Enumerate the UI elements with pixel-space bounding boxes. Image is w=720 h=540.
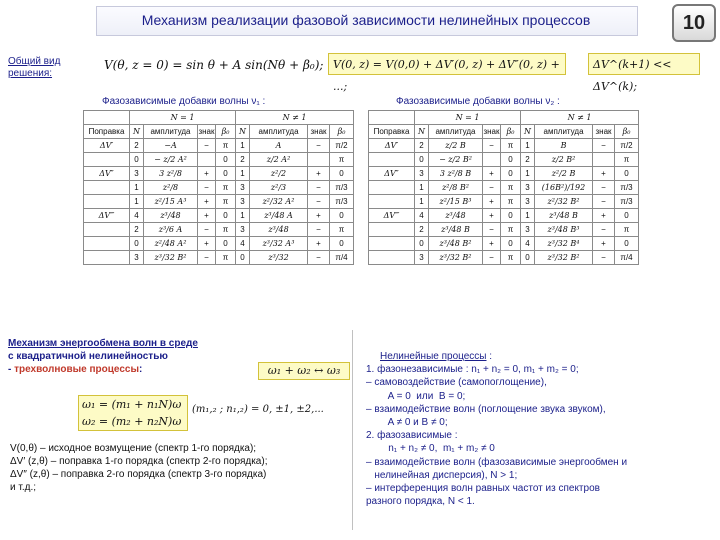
table-left-cell: 2 <box>130 223 144 237</box>
table-right-cell: 4 <box>521 237 535 251</box>
table-right-row <box>369 209 639 223</box>
nonlinear-line: нелинейная дисперсия), N > 1; <box>366 469 518 481</box>
general-solution-label: Общий вид решения: <box>8 56 61 79</box>
table-right-cell: (16B²)/192 <box>535 181 593 195</box>
table-left-cell: + <box>308 237 330 251</box>
table-left-cell <box>198 153 216 167</box>
table-right-heading: Фазозависимые добавки волны ν₂ : <box>396 96 560 107</box>
table-right-header-cell: амплитуда <box>429 125 483 139</box>
table-right-cell <box>369 195 415 209</box>
table-left-cell: z²/32 A² <box>250 195 308 209</box>
table-right-row <box>369 195 639 209</box>
table-right-cell: 1 <box>415 181 429 195</box>
table-right-corner <box>369 111 415 125</box>
table-left-cell: 1 <box>236 209 250 223</box>
table-left-row <box>84 195 354 209</box>
table-right-cell: z³/48 B <box>429 223 483 237</box>
nonlinear-line: – взаимодействие волн (фазозависимые энергообмен и <box>366 456 628 468</box>
table-left-cell: z²/8 <box>144 181 198 195</box>
table-left-header-cell: знак <box>198 125 216 139</box>
table-left-cell: z²/15 A³ <box>144 195 198 209</box>
table-left-cell <box>84 251 130 265</box>
table-right-cell: 2 <box>415 139 429 153</box>
table-right-cell: z²/2 B <box>535 167 593 181</box>
table-right-row <box>369 167 639 181</box>
table-right-cell: 3 z²/8 B <box>429 167 483 181</box>
table-left-cell: 1 <box>236 139 250 153</box>
table-right-cell: − <box>593 223 615 237</box>
omega2-formula: ω₂ = (m₂ + n₂N)ω <box>82 415 182 428</box>
omega1-formula: ω₁ = (m₁ + n₁N)ω <box>82 398 182 411</box>
table-right-cell: 0 <box>501 153 521 167</box>
table-right-header-cell: β₀ <box>501 125 521 139</box>
table-right-cell: 3 <box>415 251 429 265</box>
table-right-row <box>369 181 639 195</box>
table-right-cell: π <box>501 223 521 237</box>
table-right-cell: π <box>501 195 521 209</box>
table-left-cell: π <box>216 251 236 265</box>
table-left-group2: N ≠ 1 <box>236 111 354 125</box>
table-right-cell: − <box>593 181 615 195</box>
table-right-cell: 0 <box>521 251 535 265</box>
table-left-cell: z³/32 B² <box>144 251 198 265</box>
table-left-cell: 0 <box>216 167 236 181</box>
legend <box>10 442 340 494</box>
table-left-cell: A <box>250 139 308 153</box>
table-left-cell <box>308 153 330 167</box>
table-right-header-cell: амплитуда <box>535 125 593 139</box>
table-right-cell: π/3 <box>615 195 639 209</box>
table-right-cell: 3 <box>521 181 535 195</box>
energy-line3-prefix: - <box>8 364 15 375</box>
table-right-row <box>369 251 639 265</box>
table-left-header-cell: N <box>130 125 144 139</box>
table-right-cell: z³/48 B³ <box>535 223 593 237</box>
table-left-cell: π/3 <box>330 195 354 209</box>
mn-values: (m₁,₂ ; n₁,₂) = 0, ±1, ±2,... <box>192 404 324 415</box>
energy-line3-suffix: : <box>139 364 143 375</box>
table-right-cell: − <box>593 195 615 209</box>
table-left-cell: π/3 <box>330 181 354 195</box>
table-left-cell: − <box>308 139 330 153</box>
omega-box <box>78 395 188 431</box>
table-right-cell: ΔV″ <box>369 167 415 181</box>
table-left-cell: 3 <box>236 181 250 195</box>
table-right-cell: 0 <box>415 237 429 251</box>
table-right-header-row <box>369 125 639 139</box>
table-left-cell: π/4 <box>330 251 354 265</box>
table-right-cell: 0 <box>615 237 639 251</box>
table-left-cell: − <box>198 251 216 265</box>
table-right-row <box>369 237 639 251</box>
table-left-row <box>84 167 354 181</box>
table-right-cell <box>369 153 415 167</box>
table-left-cell: 2 <box>130 139 144 153</box>
table-left-cell: 3 <box>236 195 250 209</box>
table-left-cell: 0 <box>130 237 144 251</box>
table-right-cell: 0 <box>501 237 521 251</box>
table-left-cell: + <box>198 195 216 209</box>
table-right-group1: N = 1 <box>415 111 521 125</box>
nonlinear-heading-row <box>366 350 711 363</box>
table-left-cell: π <box>330 153 354 167</box>
legend-line: ΔV″ (z,θ) – поправка 2-го порядка (спектр 3-го порядка) <box>10 469 267 480</box>
table-left-cell: z²/3 <box>250 181 308 195</box>
table-right-cell: z/2 B <box>429 139 483 153</box>
table-left-cell: 0 <box>216 237 236 251</box>
table-right-cell: 0 <box>615 167 639 181</box>
table-right-cell <box>369 237 415 251</box>
table-left-cell: − <box>308 251 330 265</box>
table-left-cell: − z/2 A² <box>144 153 198 167</box>
nonlinear-processes <box>366 350 711 508</box>
table-left-cell: 2 <box>236 153 250 167</box>
column-divider <box>352 330 353 530</box>
table-right-cell: 4 <box>415 209 429 223</box>
table-left-cell: 4 <box>236 237 250 251</box>
table-left-cell: z³/48 <box>250 223 308 237</box>
table-right-row <box>369 153 639 167</box>
table-left-row <box>84 251 354 265</box>
table-left-group1: N = 1 <box>130 111 236 125</box>
nonlinear-heading: Нелинейные процессы <box>380 351 487 362</box>
legend-line: V(0,θ) – исходное возмущение (спектр 1-го порядка); <box>10 443 257 454</box>
table-right-cell: π <box>615 153 639 167</box>
table-right-cell: − <box>483 223 501 237</box>
slide-title: Механизм реализации фазовой зависимости нелинейных процессов <box>141 12 591 28</box>
table-right-header-cell: N <box>415 125 429 139</box>
table-left-cell: − <box>308 223 330 237</box>
table-right-cell: z²/15 B³ <box>429 195 483 209</box>
table-left-row <box>84 153 354 167</box>
table-left-cell: + <box>308 167 330 181</box>
table-right-cell: 3 <box>415 167 429 181</box>
legend-line: и т.д.; <box>10 482 37 493</box>
table-right-header-cell: Поправка <box>369 125 415 139</box>
nonlinear-line: A = 0 или B = 0; <box>366 390 466 402</box>
table-right-cell: 0 <box>415 153 429 167</box>
table-right-cell: − <box>593 251 615 265</box>
table-left-cell: − <box>308 195 330 209</box>
table-left-header-cell: знак <box>308 125 330 139</box>
table-right-cell: − <box>593 139 615 153</box>
table-right-cell: 1 <box>415 195 429 209</box>
table-left-header-cell: амплитуда <box>250 125 308 139</box>
table-left-cell: 3 <box>236 223 250 237</box>
table-left-row <box>84 223 354 237</box>
table-right-header-cell: знак <box>593 125 615 139</box>
table-right-cell: + <box>593 209 615 223</box>
table-right-cell: 1 <box>521 209 535 223</box>
table-left-cell: 0 <box>216 209 236 223</box>
energy-line1: Механизм энергообмена волн в среде <box>8 338 198 349</box>
table-left-cell: + <box>308 209 330 223</box>
table-right-cell <box>369 223 415 237</box>
table-right-cell: 1 <box>521 167 535 181</box>
table-left-cell <box>84 223 130 237</box>
table-right-cell: + <box>483 209 501 223</box>
table-left-cell: 1 <box>130 181 144 195</box>
table-right-cell: π/3 <box>615 181 639 195</box>
table-left-corner <box>84 111 130 125</box>
energy-line2: с квадратичной нелинейностью <box>8 351 168 362</box>
table-left-header-cell: N <box>236 125 250 139</box>
table-right-cell: z³/48 <box>429 209 483 223</box>
table-right-cell: ΔV′ <box>369 139 415 153</box>
table-left-cell: 3 <box>130 167 144 181</box>
table-right-cell: 2 <box>521 153 535 167</box>
table-left-cell: ΔV″ <box>84 167 130 181</box>
table-left-cell: 3 z²/8 <box>144 167 198 181</box>
table-left-cell: − <box>198 139 216 153</box>
table-right-cell: B <box>535 139 593 153</box>
table-left-cell: − <box>198 181 216 195</box>
table-left-cell: 0 <box>216 153 236 167</box>
table-left-cell: ΔV‴ <box>84 209 130 223</box>
table-right-cell: z³/48 B² <box>429 237 483 251</box>
table-right-cell: z²/32 B² <box>535 195 593 209</box>
table-left-cell: π <box>216 139 236 153</box>
table-left-cell: π <box>330 223 354 237</box>
formula-expansion: V(0, z) = V(0,0) + ΔV′(0, z) + ΔV″(0, z) + ...; <box>328 53 566 75</box>
table-left-cell: z²/2 <box>250 167 308 181</box>
table-right-row <box>369 223 639 237</box>
table-left-cell: 0 <box>130 153 144 167</box>
table-right-header-cell: β₀ <box>615 125 639 139</box>
table-right-cell: z³/48 B <box>535 209 593 223</box>
table-right-cell: z³/32 B² <box>429 251 483 265</box>
table-right-cell: + <box>593 237 615 251</box>
table-right-cell: − <box>483 139 501 153</box>
table-left-header-cell: амплитуда <box>144 125 198 139</box>
table-left-cell: z³/32 <box>250 251 308 265</box>
table-right-cell: 0 <box>501 167 521 181</box>
table-right-cell <box>483 153 501 167</box>
table-right-cell: π/4 <box>615 251 639 265</box>
table-left-cell: 3 <box>130 251 144 265</box>
table-left-cell: π <box>216 223 236 237</box>
table-left-row <box>84 209 354 223</box>
table-right-cell: − <box>483 251 501 265</box>
table-right-cell: π <box>501 251 521 265</box>
table-left-header-cell: β₀ <box>330 125 354 139</box>
table-left-cell: + <box>198 237 216 251</box>
table-left-cell: 1 <box>236 167 250 181</box>
table-right-cell <box>593 153 615 167</box>
table-left-cell: 1 <box>130 195 144 209</box>
energy-line3-highlight: трехволновые процессы <box>14 364 140 375</box>
table-right-cell: π <box>615 223 639 237</box>
table-left-cell: + <box>198 167 216 181</box>
table-left-cell: z³/48 A <box>250 209 308 223</box>
table-left-cell <box>84 153 130 167</box>
nonlinear-line: разного порядка, N < 1. <box>366 496 475 508</box>
table-left-cell: π/2 <box>330 139 354 153</box>
table-left-cell: ΔV′ <box>84 139 130 153</box>
table-left-header-cell: Поправка <box>84 125 130 139</box>
table-right-row <box>369 139 639 153</box>
table-left <box>83 110 354 265</box>
table-left-cell: z³/48 <box>144 209 198 223</box>
nonlinear-heading-suffix: : <box>486 351 493 362</box>
legend-line: ΔV′ (z,θ) – поправка 1-го порядка (спектр 2-го порядка); <box>10 456 268 467</box>
formula-main: V(θ, z = 0) = sin θ + A sin(Nθ + β₀); <box>104 58 324 72</box>
table-right-header-cell: знак <box>483 125 501 139</box>
nonlinear-line: – взаимодействие волн (поглощение звука звуком), <box>366 403 606 415</box>
table-left-cell <box>84 237 130 251</box>
table-right-cell: 3 <box>521 195 535 209</box>
table-right-cell: z³/32 B⁴ <box>535 237 593 251</box>
table-left-cell: 0 <box>236 251 250 265</box>
table-right-group2: N ≠ 1 <box>521 111 639 125</box>
table-right-cell: + <box>593 167 615 181</box>
table-right-cell <box>369 181 415 195</box>
table-left-cell: − <box>198 223 216 237</box>
nonlinear-line: – самовоздействие (самопоглощение), <box>366 377 547 389</box>
table-left-cell: π <box>216 195 236 209</box>
table-right-cell: + <box>483 237 501 251</box>
table-left-cell: 0 <box>330 209 354 223</box>
table-right-cell: π/2 <box>615 139 639 153</box>
table-right-cell: + <box>483 195 501 209</box>
table-right-cell <box>369 251 415 265</box>
triad-formula: ω₁ + ω₂ ↔ ω₃ <box>258 362 350 380</box>
nonlinear-line: n₁ + n₂ ≠ 0, m₁ + m₂ ≠ 0 <box>366 443 495 455</box>
table-right-cell: 0 <box>615 209 639 223</box>
table-right-cell: 1 <box>521 139 535 153</box>
table-right-cell: − <box>483 181 501 195</box>
table-left-header-cell: β₀ <box>216 125 236 139</box>
table-left-cell <box>84 181 130 195</box>
table-left-row <box>84 181 354 195</box>
table-right-cell: − z/2 B² <box>429 153 483 167</box>
table-left-cell: z/2 A² <box>250 153 308 167</box>
nonlinear-line: A ≠ 0 и B ≠ 0; <box>366 417 448 429</box>
table-left-heading: Фазозависимые добавки волны ν₁ : <box>102 96 266 107</box>
table-left-row <box>84 237 354 251</box>
table-right-cell: 0 <box>501 209 521 223</box>
table-right <box>368 110 639 265</box>
table-right-header-cell: N <box>521 125 535 139</box>
table-left-cell: − <box>308 181 330 195</box>
table-left-cell: π <box>216 181 236 195</box>
table-left-cell: z²/48 A² <box>144 237 198 251</box>
table-right-cell: 3 <box>521 223 535 237</box>
table-right-cell: z³/32 B² <box>535 251 593 265</box>
table-left-cell: z³/6 A <box>144 223 198 237</box>
table-left-cell: 0 <box>330 237 354 251</box>
table-left-header-row <box>84 125 354 139</box>
table-right-cell: ΔV‴ <box>369 209 415 223</box>
formula-condition: ΔV^(k+1) << ΔV^(k); <box>588 53 700 75</box>
table-right-cell: π <box>501 181 521 195</box>
table-left-cell: 4 <box>130 209 144 223</box>
page-number: 10 <box>672 4 716 42</box>
table-right-cell: z²/8 B² <box>429 181 483 195</box>
table-right-cell: π <box>501 139 521 153</box>
nonlinear-line: 2. фазозависимые : <box>366 430 458 442</box>
table-left-cell: + <box>198 209 216 223</box>
table-left-row <box>84 139 354 153</box>
table-right-cell: + <box>483 167 501 181</box>
table-left-cell <box>84 195 130 209</box>
table-left-cell: z³/32 A³ <box>250 237 308 251</box>
table-right-cell: 2 <box>415 223 429 237</box>
nonlinear-line: – интерференция волн равных частот из спектров <box>366 483 600 495</box>
nonlinear-line: 1. фазонезависимые : n₁ + n₂ = 0, m₁ + m₂ = 0; <box>366 364 579 376</box>
table-right-cell: z/2 B² <box>535 153 593 167</box>
table-left-cell: −A <box>144 139 198 153</box>
table-left-cell: 0 <box>330 167 354 181</box>
